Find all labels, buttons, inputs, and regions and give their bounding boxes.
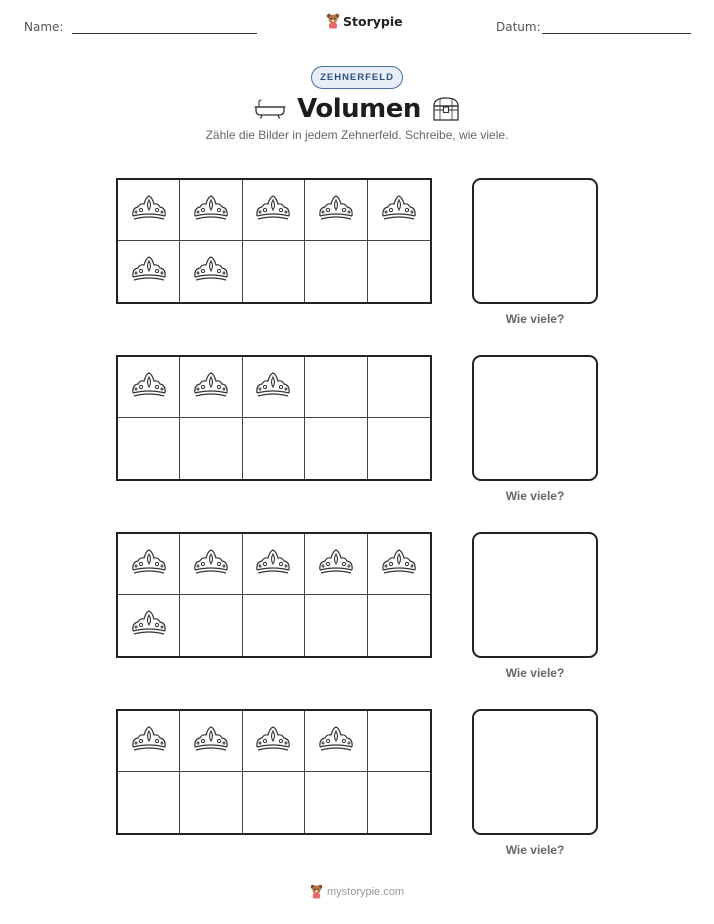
bear-icon xyxy=(326,13,340,29)
ten-frame-cell xyxy=(118,357,180,418)
ten-frame-cell xyxy=(118,418,180,479)
ten-frame-cell xyxy=(305,772,367,833)
tiara-icon xyxy=(316,194,356,227)
ten-frame-cell xyxy=(243,357,305,418)
ten-frame-cell xyxy=(180,595,242,656)
bathtub-icon xyxy=(253,98,287,120)
ten-frame-cell xyxy=(305,711,367,772)
ten-frame-cell xyxy=(305,180,367,241)
brand-name: Storypie xyxy=(343,13,403,29)
answer-label-3: Wie viele? xyxy=(505,666,565,680)
ten-frame-cell xyxy=(368,772,430,833)
bear-icon xyxy=(310,884,323,899)
footer xyxy=(0,884,714,899)
page-title: Volumen xyxy=(297,94,421,124)
tiara-icon xyxy=(191,371,231,404)
ten-frame-1 xyxy=(116,178,432,304)
ten-frame-cell xyxy=(118,534,180,595)
answer-box-4[interactable] xyxy=(472,709,598,835)
name-label: Name: xyxy=(24,20,64,34)
answer-label-4: Wie viele? xyxy=(505,843,565,857)
category-badge: ZEHNERFELD xyxy=(311,66,403,89)
tiara-icon xyxy=(191,548,231,581)
ten-frame-cell xyxy=(368,595,430,656)
ten-frame-cell xyxy=(305,241,367,302)
ten-frame-cell xyxy=(180,180,242,241)
title-row xyxy=(0,92,714,126)
ten-frame-cell xyxy=(118,180,180,241)
tiara-icon xyxy=(253,548,293,581)
ten-frame-cell xyxy=(180,772,242,833)
tiara-icon xyxy=(129,609,169,642)
ten-frame-cell xyxy=(118,772,180,833)
tiara-icon xyxy=(253,194,293,227)
storypie-logo xyxy=(326,13,403,29)
ten-frame-cell xyxy=(180,241,242,302)
ten-frame-cell xyxy=(243,241,305,302)
ten-frame-cell xyxy=(180,357,242,418)
tiara-icon xyxy=(129,371,169,404)
tiara-icon xyxy=(129,255,169,288)
ten-frame-cell xyxy=(368,418,430,479)
ten-frame-cell xyxy=(243,534,305,595)
ten-frame-cell xyxy=(368,711,430,772)
answer-label-1: Wie viele? xyxy=(505,312,565,326)
footer-url: mystorypie.com xyxy=(326,885,405,898)
ten-frame-cell xyxy=(243,711,305,772)
ten-frame-cell xyxy=(368,357,430,418)
ten-frame-cell xyxy=(180,711,242,772)
ten-frame-cell xyxy=(180,534,242,595)
name-line[interactable] xyxy=(72,33,257,34)
tiara-icon xyxy=(129,548,169,581)
ten-frame-cell xyxy=(118,595,180,656)
date-line[interactable] xyxy=(542,33,691,34)
ten-frame-cell xyxy=(368,180,430,241)
tiara-icon xyxy=(129,725,169,758)
tiara-icon xyxy=(253,725,293,758)
ten-frame-2 xyxy=(116,355,432,481)
ten-frame-cell xyxy=(368,241,430,302)
instructions: Zähle die Bilder in jedem Zehnerfeld. Schreibe, wie viele. xyxy=(205,128,509,142)
ten-frame-cell xyxy=(243,180,305,241)
ten-frame-cell xyxy=(305,418,367,479)
date-label: Datum: xyxy=(496,20,541,34)
answer-box-2[interactable] xyxy=(472,355,598,481)
tiara-icon xyxy=(191,255,231,288)
ten-frame-3 xyxy=(116,532,432,658)
treasure-chest-icon xyxy=(431,95,461,123)
ten-frame-cell xyxy=(305,357,367,418)
tiara-icon xyxy=(316,725,356,758)
ten-frame-cell xyxy=(368,534,430,595)
ten-frame-cell xyxy=(243,772,305,833)
ten-frame-cell xyxy=(118,711,180,772)
tiara-icon xyxy=(316,548,356,581)
answer-box-3[interactable] xyxy=(472,532,598,658)
tiara-icon xyxy=(129,194,169,227)
tiara-icon xyxy=(191,194,231,227)
ten-frame-cell xyxy=(243,595,305,656)
tiara-icon xyxy=(191,725,231,758)
ten-frame-cell xyxy=(118,241,180,302)
tiara-icon xyxy=(379,194,419,227)
answer-label-2: Wie viele? xyxy=(505,489,565,503)
ten-frame-cell xyxy=(305,534,367,595)
ten-frame-cell xyxy=(243,418,305,479)
tiara-icon xyxy=(379,548,419,581)
ten-frame-cell xyxy=(180,418,242,479)
answer-box-1[interactable] xyxy=(472,178,598,304)
ten-frame-4 xyxy=(116,709,432,835)
tiara-icon xyxy=(253,371,293,404)
ten-frame-cell xyxy=(305,595,367,656)
